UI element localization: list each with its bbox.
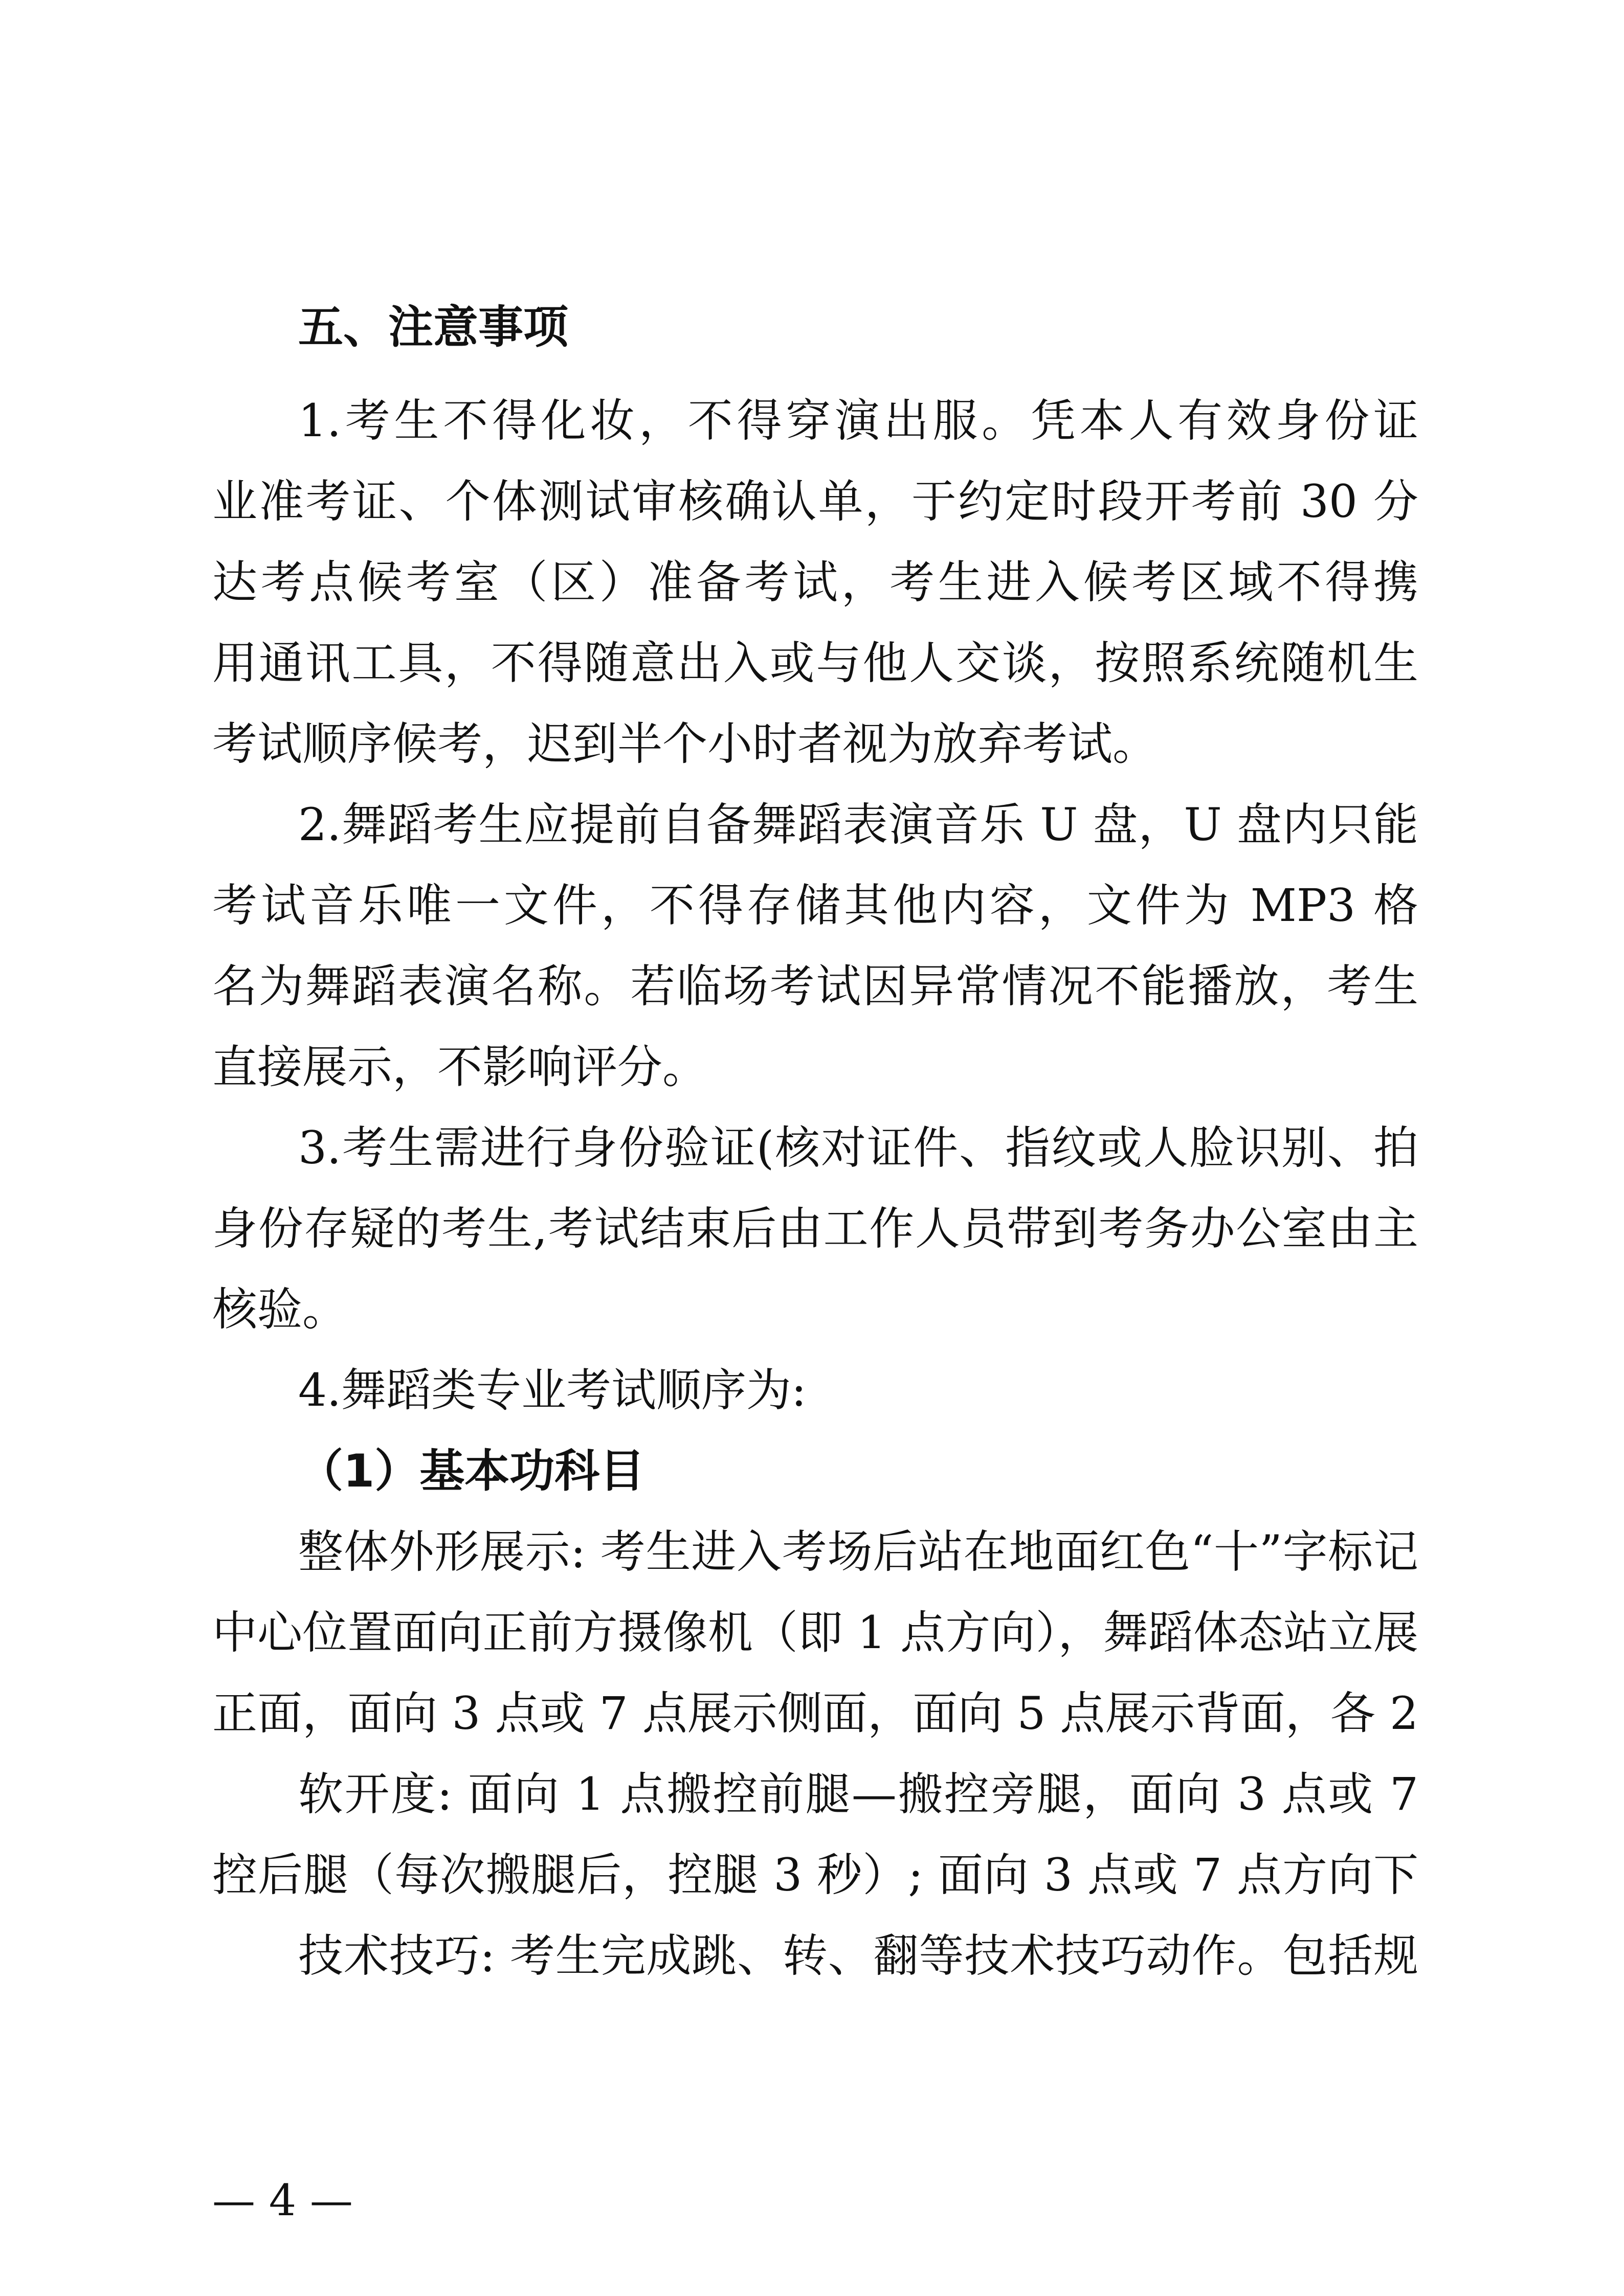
- paragraph-1-line-5: 考试顺序候考，迟到半个小时者视为放弃考试。: [212, 717, 1158, 770]
- paragraph-1-line-3: 达考点候考室（区）准备考试，考生进入候考区域不得携: [212, 556, 1418, 609]
- flexibility-line-1: 软开度: 面向 1 点搬控前腿—搬控旁腿，面向 3 点或 7: [298, 1768, 1418, 1820]
- flexibility-line-2: 控后腿（每次搬腿后，控腿 3 秒）; 面向 3 点或 7 点方向下: [212, 1849, 1418, 1901]
- appearance-line-1: 整体外形展示: 考生进入考场后站在地面红色“十”字标记: [298, 1525, 1418, 1578]
- paragraph-1-line-4: 用通讯工具，不得随意出入或与他人交谈，按照系统随机生: [212, 637, 1418, 689]
- paragraph-3-line-2: 身份存疑的考生,考试结束后由工作人员带到考务办公室由主: [212, 1202, 1418, 1255]
- page-number: — 4 —: [212, 2175, 353, 2225]
- subheading-basic-skills: （1）基本功科目: [298, 1445, 645, 1497]
- paragraph-1-line-1: 1.考生不得化妆，不得穿演出服。凭本人有效身份证: [298, 394, 1418, 447]
- paragraph-2-line-3: 名为舞蹈表演名称。若临场考试因异常情况不能播放，考生: [212, 960, 1418, 1012]
- appearance-line-3: 正面，面向 3 点或 7 点展示侧面，面向 5 点展示背面，各 2: [212, 1687, 1418, 1740]
- appearance-line-2: 中心位置面向正前方摄像机（即 1 点方向），舞蹈体态站立展: [212, 1606, 1418, 1659]
- paragraph-2-line-1: 2.舞蹈考生应提前自备舞蹈表演音乐 U 盘，U 盘内只能: [298, 798, 1418, 851]
- paragraph-2-line-2: 考试音乐唯一文件，不得存储其他内容，文件为 MP3 格: [212, 879, 1418, 932]
- paragraph-2-line-4: 直接展示，不影响评分。: [212, 1041, 708, 1093]
- technique-line-1: 技术技巧: 考生完成跳、转、翻等技术技巧动作。包括规: [298, 1929, 1418, 1982]
- paragraph-3-line-3: 核验。: [212, 1283, 348, 1336]
- section-heading: 五、注意事项: [298, 301, 569, 353]
- paragraph-1-line-2: 业准考证、个体测试审核确认单，于约定时段开考前 30 分: [212, 475, 1418, 528]
- paragraph-4-line-1: 4.舞蹈类专业考试顺序为:: [298, 1364, 807, 1416]
- paragraph-3-line-1: 3.考生需进行身份验证(核对证件、指纹或人脸识别、拍: [298, 1121, 1418, 1174]
